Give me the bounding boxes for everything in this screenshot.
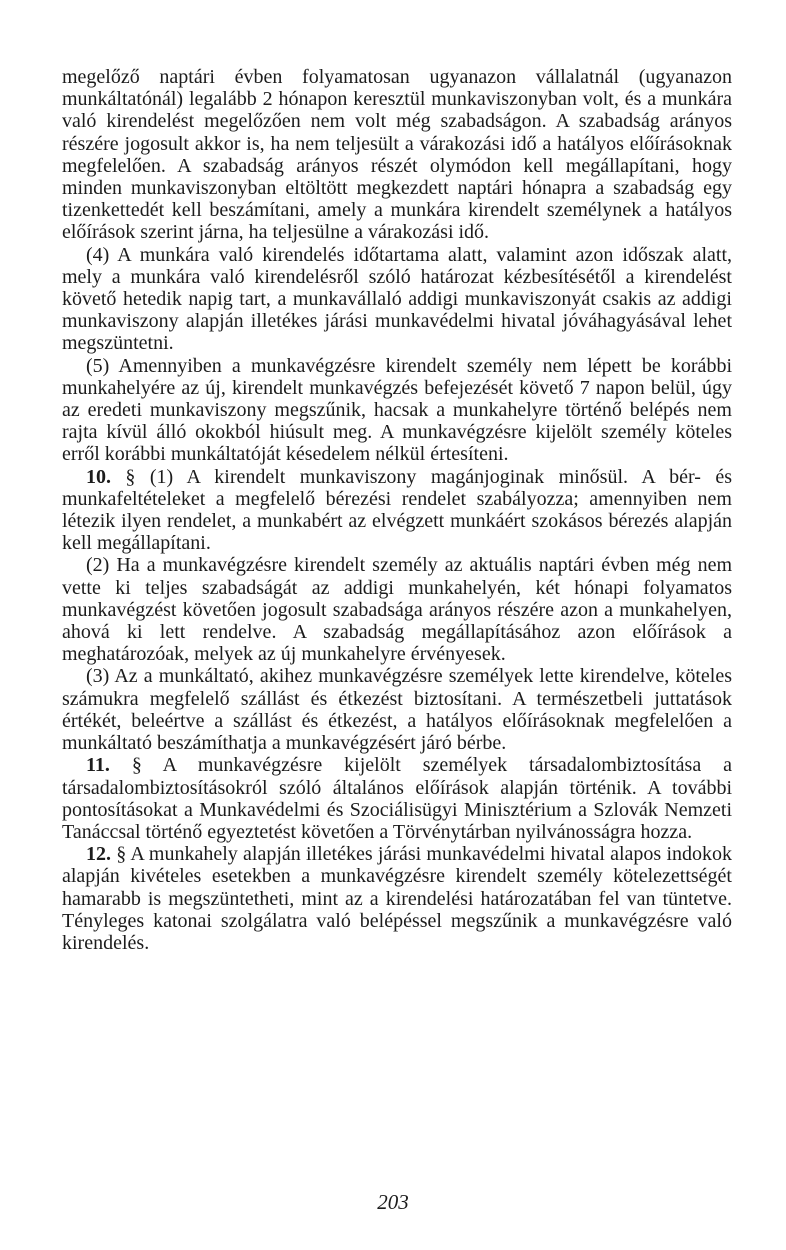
paragraph-text: § A munkahely alapján illetékes járási munkavédelmi hivatal alapos indokok alapján kivételes esetekben a munkavégzésre kirendelt személy kötelezettségét hamarabb is megszüntetheti, mint az a kirendelési határozatában fel van tüntetve. Tényleges katonai szolgálatra való belépéssel megszűnik a munkavégzésre való kirendelés.	[62, 843, 732, 954]
document-body	[62, 66, 732, 954]
section-11-paragraph	[62, 754, 732, 843]
paragraph-text: § A munkavégzésre kijelölt személyek társadalombiztosítása a társadalombiztosításokról szóló általános előírások alapján történik. A további pontosításokat a Munkavédelmi és Szociálisügyi Minisztérium a Szlovák Nemzeti Tanáccsal történő egyeztetést követően a Törvénytárban nyilvánosságra hozza.	[62, 754, 732, 843]
paragraph-text: (5) Amennyiben a munkavégzésre kirendelt személy nem lépett be korábbi munkahelyére az új, kirendelt munkavégzés befejezését követő 7 napon belül, úgy az eredeti munkaviszony megszűnik, hacsak a munkahelyre történő belépés nem rajta kívül álló okokból hiúsult meg. A munkavégzésre kijelölt személy köteles erről korábbi munkáltatóját késedelem nélkül értesíteni.	[62, 354, 732, 466]
section-number: 12.	[86, 843, 111, 866]
section-12-paragraph	[62, 843, 732, 954]
paragraph-text: megelőző naptári évben folyamatosan ugyanazon vállalatnál (ugyanazon munkáltatónál) legalább 2 hónapon keresztül munkaviszonyban volt, és a munkára való kirendelést megelőzően nem volt még szabadságon. A szabadság arányos részére jogosult akkor is, ha nem teljesült a várakozási idő a hatályos előírásoknak megfelelően. A szabadság arányos részét olymódon kell megállapítani, hogy minden munkaviszonyban eltöltött megkezdett naptári hónapra a szabadság egy tizenkettedét kell beszámítani, amely a munkára kirendelt személynek a hatályos előírások szerint járna, ha teljesülne a várakozási idő.	[62, 66, 732, 244]
page-number: 203	[377, 1190, 409, 1214]
paragraph-text: (2) Ha a munkavégzésre kirendelt személy az aktuális naptári évben még nem vette ki teljes szabadságát az addigi munkahelyén, két hónapi folyamatos munkavégzést követően jogosult szabadsága arányos részére azon a munkahelyen, ahová ki lett rendelve. A szabadság megállapításához azon előírások a meghatározóak, melyek az új munkahelyre érvényesek.	[62, 554, 732, 666]
paragraph-text: § (1) A kirendelt munkaviszony magánjoginak minősül. A bér- és munkafeltételeket a megfelelő bérezési rendelet szabályozza; amennyiben nem létezik ilyen rendelet, a munkabért az elvégzett munkáért szokásos bérezés alapján kell megállapítani.	[62, 465, 732, 555]
section-10-paragraph-1	[62, 466, 732, 555]
section-10-paragraph-3	[62, 665, 732, 754]
paragraph-text: (3) Az a munkáltató, akihez munkavégzésre személyek lette kirendelve, köteles számukra megfelelő szállást és étkezést biztosítani. A természetbeli juttatások értékét, beleértve a szállást és étkezést, a hatályos előírásoknak megfelelően a munkáltató beszámíthatja a munkavégzésért járó bérbe.	[62, 665, 732, 755]
paragraph-continuation	[62, 66, 732, 244]
section-10-paragraph-2	[62, 554, 732, 665]
paragraph-text: (4) A munkára való kirendelés időtartama alatt, valamint azon időszak alatt, mely a munkára való kirendelésről szóló határozat kézbesítésétől a kirendelést követő hetedik napig tart, a munkavállaló addigi munkaviszonyát csakis az addigi munkaviszony alapján illetékes járási munkavédelmi hivatal jóváhagyásával lehet megszüntetni.	[62, 243, 732, 355]
paragraph-5	[62, 355, 732, 466]
section-number: 11.	[86, 754, 110, 777]
section-number: 10.	[86, 465, 111, 488]
paragraph-4	[62, 244, 732, 355]
